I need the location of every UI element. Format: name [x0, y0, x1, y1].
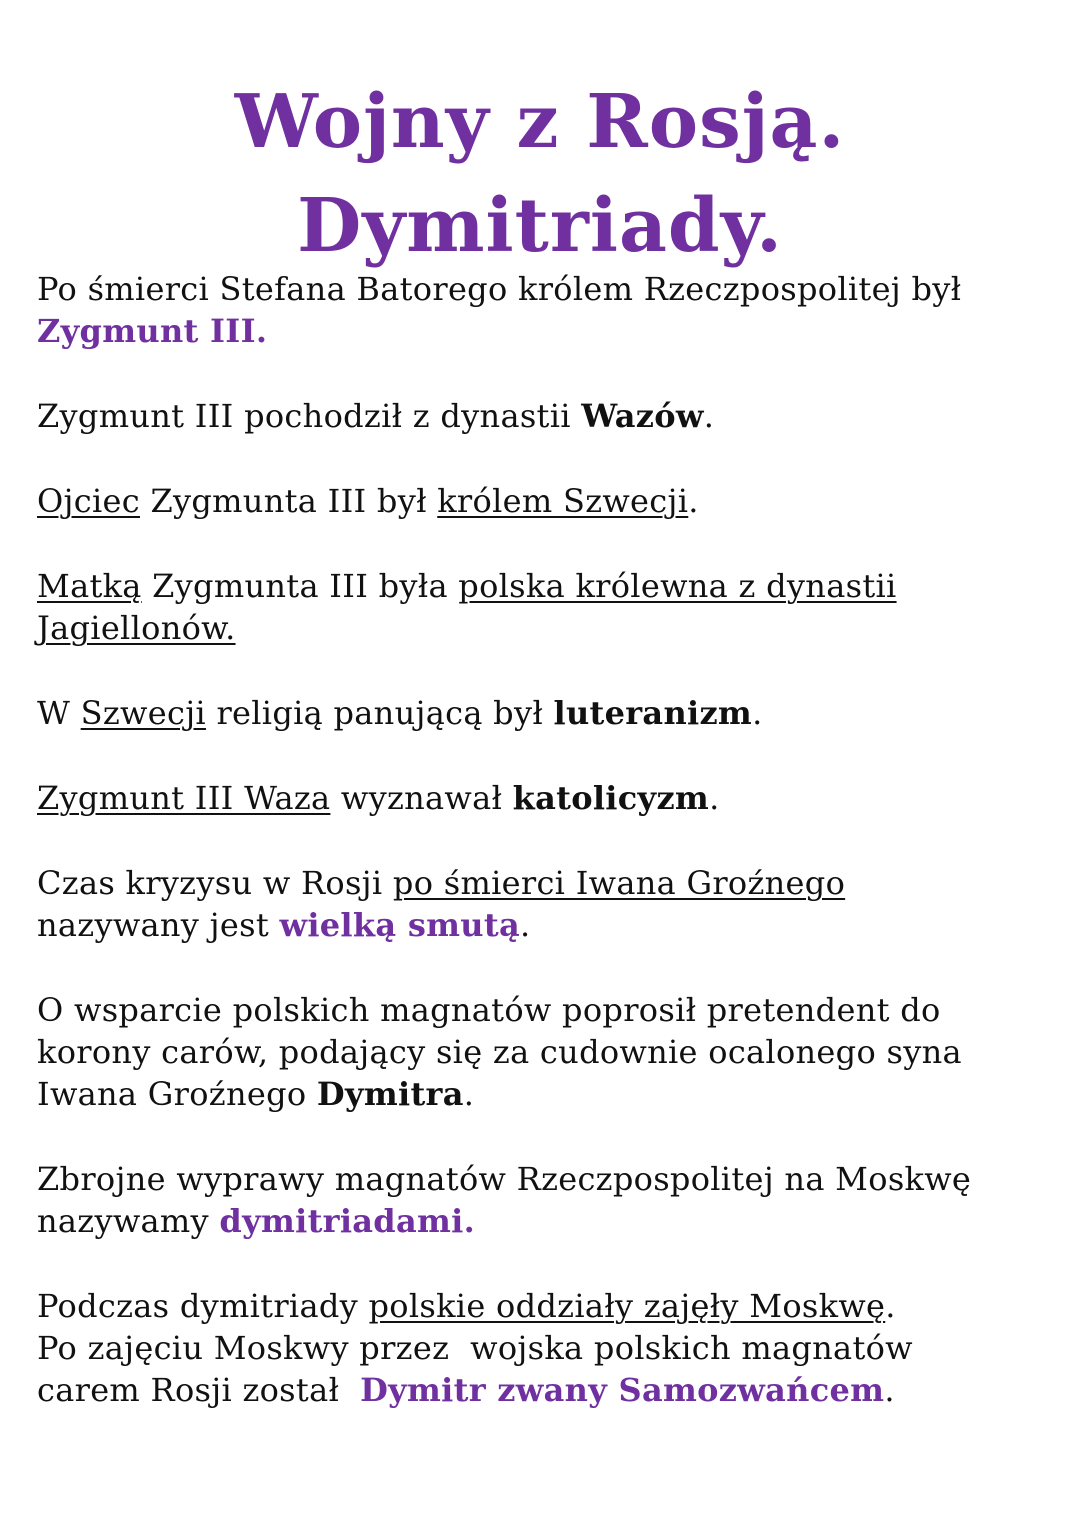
underline-zygmunt-waza: Zygmunt III Waza	[37, 779, 331, 817]
highlight-dymitr-samozwaniec: Dymitr zwany Samozwańcem	[360, 1371, 885, 1409]
highlight-wielka-smuta: wielką smutą	[279, 906, 520, 944]
underline-jagiellonow: Jagiellonów.	[37, 609, 236, 647]
underline-szwecji: Szwecji	[80, 694, 206, 732]
paragraph-10-line-2	[37, 1327, 1047, 1369]
text: nazywany jest	[37, 906, 280, 944]
paragraph-6	[37, 777, 1047, 819]
text: .	[752, 694, 763, 732]
text: Zbrojne wyprawy magnatów Rzeczpospolitej na Moskwę	[37, 1160, 972, 1198]
document-body	[37, 268, 1047, 1411]
paragraph-10-line-1	[37, 1285, 1047, 1327]
paragraph-8-line-1	[37, 989, 1047, 1031]
paragraph-9-line-2	[37, 1200, 1047, 1242]
text: wyznawał	[330, 779, 513, 817]
text: .	[885, 1287, 896, 1325]
paragraph-9-line-1	[37, 1158, 1047, 1200]
text: carem Rosji został	[37, 1371, 361, 1409]
underline-matka: Matką	[37, 567, 142, 605]
bold-katolicyzm: katolicyzm	[512, 779, 710, 817]
underline-polskie-oddzialy: polskie oddziały zajęły Moskwę	[368, 1287, 886, 1325]
underline-po-smierci-iwana: po śmierci Iwana Groźnego	[392, 864, 846, 902]
paragraph-10-line-3	[37, 1369, 1047, 1411]
paragraph-7-line-1	[37, 862, 1047, 904]
text: Zygmunta III była	[141, 567, 459, 605]
underline-ojciec: Ojciec	[37, 482, 140, 520]
text: Zygmunt III pochodził z dynastii	[37, 397, 582, 435]
bold-luteranizm: luteranizm	[553, 694, 753, 732]
paragraph-7-line-2	[37, 904, 1047, 946]
paragraph-2	[37, 395, 1047, 437]
spacer	[37, 734, 1047, 777]
text: Po zajęciu Moskwy przez wojska polskich magnatów	[37, 1329, 913, 1367]
text: O wsparcie polskich magnatów poprosił pretendent do	[37, 991, 941, 1029]
spacer	[37, 946, 1047, 989]
title-line-2: Dymitriady.	[297, 183, 783, 269]
paragraph-1-line-2	[37, 310, 1047, 352]
bold-dymitra: Dymitra	[316, 1075, 464, 1113]
title-line-1: Wojny z Rosją.	[234, 79, 846, 165]
text: korony carów, podający się za cudownie ocalonego syna	[37, 1033, 962, 1071]
spacer	[37, 1242, 1047, 1285]
paragraph-4-line-1	[37, 565, 1047, 607]
paragraph-1-line-1	[37, 268, 1047, 310]
bold-wazow: Wazów	[581, 397, 704, 435]
text: .	[520, 906, 531, 944]
page-title	[0, 70, 1080, 278]
text: .	[709, 779, 720, 817]
underline-polska-krolewna: polska królewna z dynastii	[458, 567, 897, 605]
spacer	[37, 522, 1047, 565]
text: Iwana Groźnego	[37, 1075, 317, 1113]
text: religią panującą był	[205, 694, 554, 732]
text: .	[884, 1371, 895, 1409]
paragraph-4-line-2	[37, 607, 1047, 649]
text: .	[463, 1075, 475, 1113]
spacer	[37, 352, 1047, 395]
paragraph-8-line-2	[37, 1031, 1047, 1073]
paragraph-3	[37, 480, 1047, 522]
text: Zygmunta III był	[139, 482, 438, 520]
spacer	[37, 1115, 1047, 1158]
spacer	[37, 819, 1047, 862]
text: nazywamy	[37, 1202, 220, 1240]
paragraph-8-line-3	[37, 1073, 1047, 1115]
text: .	[688, 482, 699, 520]
highlight-zygmunt: Zygmunt III.	[37, 312, 268, 350]
highlight-dymitriadami: dymitriadami.	[219, 1202, 476, 1240]
spacer	[37, 649, 1047, 692]
spacer	[37, 437, 1047, 480]
text: Czas kryzysu w Rosji	[37, 864, 393, 902]
text: W	[37, 694, 81, 732]
paragraph-5	[37, 692, 1047, 734]
text: Podczas dymitriady	[37, 1287, 369, 1325]
text: Po śmierci Stefana Batorego królem Rzeczpospolitej był	[37, 270, 962, 308]
underline-krolem-szwecji: królem Szwecji	[437, 482, 689, 520]
text: .	[703, 397, 715, 435]
